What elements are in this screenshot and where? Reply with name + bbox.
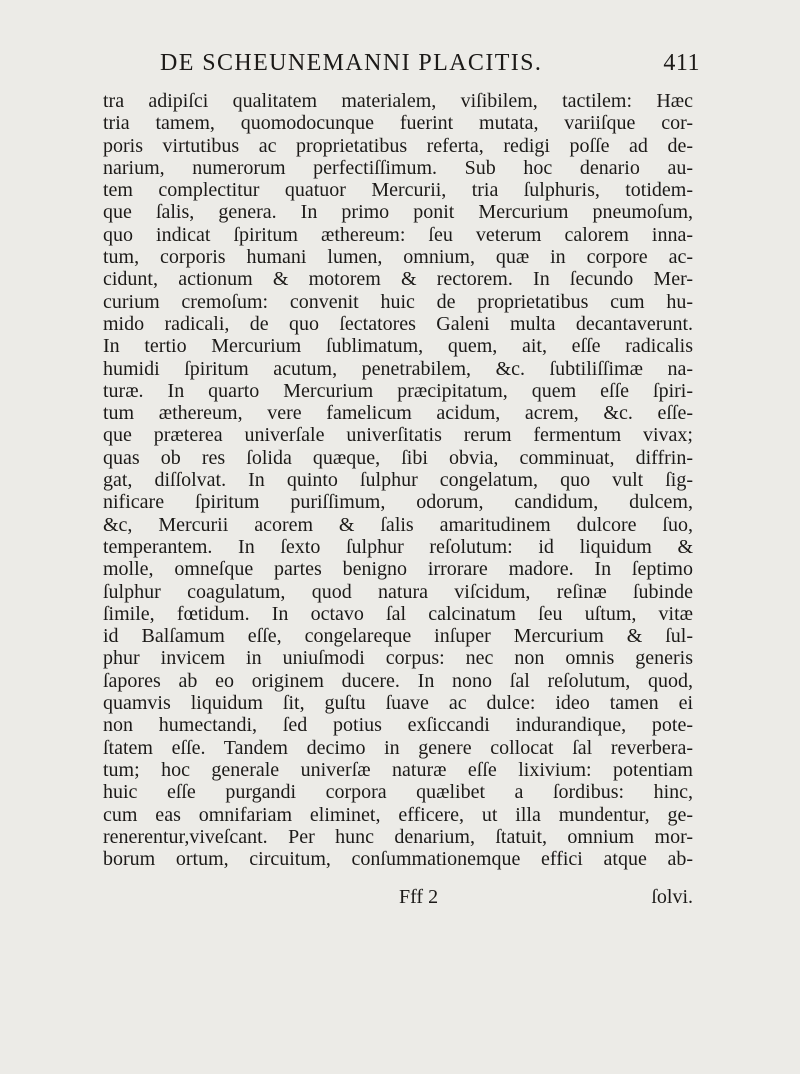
running-head <box>160 50 700 80</box>
text-line: que ſalis, genera. In primo ponit Mercurium pneumoſum, <box>103 201 693 224</box>
text-line: curium cremoſum: convenit huic de proprietatibus cum hu- <box>103 290 693 313</box>
text-line: borum ortum, circuitum, conſummationemque effici atque ab- <box>103 848 693 871</box>
body-text <box>103 90 693 870</box>
text-line: renerentur,viveſcant. Per hunc denarium, ſtatuit, omnium mor- <box>103 825 693 848</box>
text-line: que præterea univerſale univerſitatis rerum fermentum vivax; <box>103 424 693 447</box>
text-line: tria tamem, quomodocunque fuerint mutata, variiſque cor- <box>103 112 693 135</box>
catchword: ſolvi. <box>651 886 693 908</box>
text-line: gat, diſſolvat. In quinto ſulphur congelatum, quo vult ſig- <box>103 469 693 492</box>
text-line: phur invicem in uniuſmodi corpus: nec non omnis generis <box>103 647 693 670</box>
text-line: narium, numerorum perfectiſſimum. Sub hoc denario au- <box>103 156 693 179</box>
text-line: quo indicat ſpiritum æthereum: ſeu veterum calorem inna- <box>103 223 693 246</box>
text-line: molle, omneſque partes benigno irrorare madore. In ſeptimo <box>103 558 693 581</box>
page-number: 411 <box>663 50 700 76</box>
text-line: quas ob res ſolida quæque, ſibi obvia, comminuat, diffrin- <box>103 446 693 469</box>
signature-mark: Fff 2 <box>399 886 439 908</box>
text-line: mido radicali, de quo ſectatores Galeni multa decantaverunt. <box>103 312 693 335</box>
text-line: tem complectitur quatuor Mercurii, tria ſulphuris, totidem- <box>103 179 693 202</box>
text-line: ſimile, fœtidum. In octavo ſal calcinatum ſeu uſtum, vitæ <box>103 602 693 625</box>
text-line: In tertio Mercurium ſublimatum, quem, ait, eſſe radicalis <box>103 335 693 358</box>
text-line: tra adipiſci qualitatem materialem, viſibilem, tactilem: Hæc <box>103 90 693 112</box>
text-line: cidunt, actionum & motorem & rectorem. In ſecundo Mer- <box>103 268 693 291</box>
text-line: cum eas omnifariam eliminet, efficere, ut illa mundentur, ge- <box>103 803 693 826</box>
text-line: id Balſamum eſſe, congelareque inſuper Mercurium & ſul- <box>103 625 693 648</box>
text-line: non humectandi, ſed potius exſiccandi indurandique, pote- <box>103 714 693 737</box>
text-line: tum æthereum, vere famelicum acidum, acrem, &c. eſſe- <box>103 402 693 425</box>
text-line: poris virtutibus ac proprietatibus referta, redigi poſſe ad de- <box>103 134 693 157</box>
text-line: ſtatem eſſe. Tandem decimo in genere collocat ſal reverbera- <box>103 736 693 759</box>
text-line: huic eſſe purgandi corpora quælibet a ſordibus: hinc, <box>103 781 693 804</box>
text-line: ſulphur coagulatum, quod natura viſcidum, reſinæ ſubinde <box>103 580 693 603</box>
text-line: ſapores ab eo originem ducere. In nono ſal reſolutum, quod, <box>103 669 693 692</box>
text-line: &c, Mercurii acorem & ſalis amaritudinem dulcore ſuo, <box>103 513 693 536</box>
text-line: tum; hoc generale univerſæ naturæ eſſe lixivium: potentiam <box>103 758 693 781</box>
text-line: nificare ſpiritum puriſſimum, odorum, candidum, dulcem, <box>103 491 693 514</box>
text-line: turæ. In quarto Mercurium præcipitatum, quem eſſe ſpiri- <box>103 379 693 402</box>
text-line: quamvis liquidum ſit, guſtu ſuave ac dulce: ideo tamen ei <box>103 692 693 715</box>
text-line: humidi ſpiritum acutum, penetrabilem, &c. ſubtiliſſimæ na- <box>103 357 693 380</box>
running-head-title: DE SCHEUNEMANNI PLACITIS. <box>160 50 543 76</box>
text-line: temperantem. In ſexto ſulphur reſolutum: id liquidum & <box>103 535 693 558</box>
text-line: tum, corporis humani lumen, omnium, quæ in corpore ac- <box>103 246 693 269</box>
page-footer <box>103 886 693 910</box>
